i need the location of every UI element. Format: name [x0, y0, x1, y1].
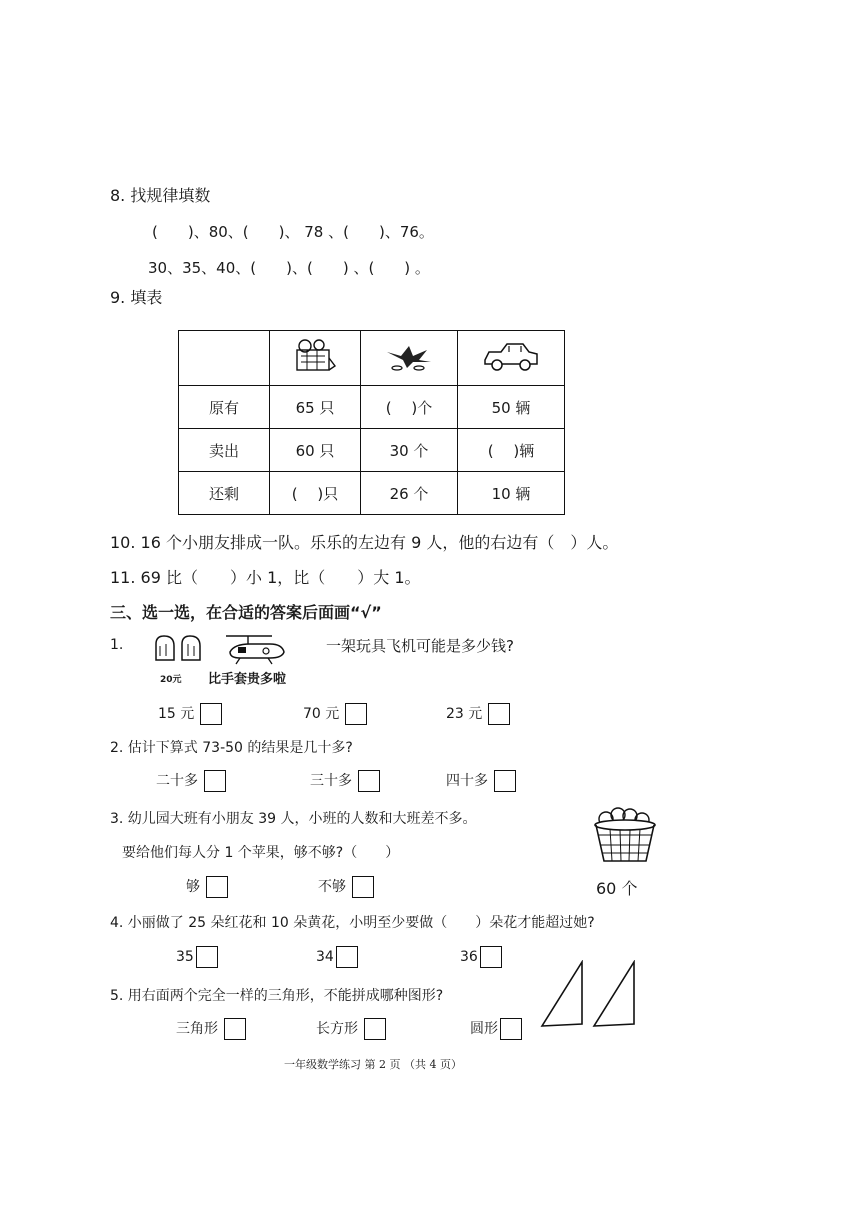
answer-checkbox[interactable] [345, 703, 367, 725]
table-row [179, 386, 565, 429]
answer-checkbox[interactable] [364, 1018, 386, 1040]
s3-option-1[interactable] [186, 876, 228, 898]
s2-question: 2. 估计下算式 73-50 的结果是几十多? [110, 740, 353, 756]
s2-option-2[interactable] [310, 770, 380, 792]
s3-line-2: 要给他们每人分 1 个苹果，够不够?（ ） [122, 845, 400, 861]
s1-option-2[interactable] [303, 703, 367, 725]
table-cell: 65 只 [270, 386, 361, 429]
apple-basket-icon [590, 805, 660, 867]
q9-table [178, 330, 565, 515]
table-header-cell [361, 331, 458, 386]
option-label: 二十多 [156, 773, 198, 789]
table-corner [179, 331, 270, 386]
q8-title: 8. 找规律填数 [110, 186, 211, 205]
s5-option-3[interactable] [470, 1018, 522, 1040]
q8-sequence-2: 30、35、40、( )、( ) 、( ) 。 [148, 259, 430, 277]
q10-text: 10. 16 个小朋友排成一队。乐乐的左边有 9 人，他的右边有（ ）人。 [110, 533, 619, 552]
option-label: 不够 [318, 879, 346, 895]
table-row [179, 472, 565, 515]
table-cell: 60 只 [270, 429, 361, 472]
s4-question: 4. 小丽做了 25 朵红花和 10 朵黄花，小明至少要做（ ）朵花才能超过她? [110, 915, 595, 931]
s4-option-3[interactable] [460, 946, 502, 968]
answer-checkbox[interactable] [196, 946, 218, 968]
triangles-icon [538, 960, 642, 1030]
page-footer: 一年级数学练习 第 2 页 （共 4 页） [284, 1058, 462, 1071]
option-label: 圆形 [470, 1021, 498, 1037]
section-3-heading: 三、选一选，在合适的答案后面画“√” [110, 603, 382, 622]
answer-checkbox[interactable] [488, 703, 510, 725]
answer-checkbox[interactable] [358, 770, 380, 792]
s1-option-3[interactable] [446, 703, 510, 725]
toy-car-icon [479, 338, 543, 374]
s1-question: 一架玩具飞机可能是多少钱? [326, 637, 514, 655]
s3-option-2[interactable] [318, 876, 374, 898]
table-cell: 30 个 [361, 429, 458, 472]
answer-checkbox[interactable] [200, 703, 222, 725]
answer-checkbox[interactable] [500, 1018, 522, 1040]
answer-checkbox[interactable] [494, 770, 516, 792]
option-label: 够 [186, 879, 200, 895]
plant-icon [379, 338, 439, 374]
table-header-cell [270, 331, 361, 386]
table-row [179, 429, 565, 472]
answer-checkbox[interactable] [336, 946, 358, 968]
s5-option-1[interactable] [176, 1018, 246, 1040]
option-label: 23 元 [446, 706, 483, 722]
option-label: 三角形 [176, 1021, 218, 1037]
q11-text: 11. 69 比（ ）小 1，比（ ）大 1。 [110, 568, 421, 587]
option-label: 36 [460, 949, 478, 965]
s4-option-1[interactable] [176, 946, 218, 968]
answer-checkbox[interactable] [480, 946, 502, 968]
s3-line-1: 3. 幼儿园大班有小朋友 39 人，小班的人数和大班差不多。 [110, 811, 477, 827]
table-cell: 50 辆 [458, 386, 565, 429]
q8-sequence-1: ( )、80、( )、 78 、( )、76。 [152, 223, 434, 241]
s4-option-2[interactable] [316, 946, 358, 968]
s5-question: 5. 用右面两个完全一样的三角形，不能拼成哪种图形? [110, 988, 444, 1004]
s5-option-2[interactable] [316, 1018, 386, 1040]
option-label: 70 元 [303, 706, 340, 722]
s1-number: 1. [110, 637, 124, 653]
option-label: 三十多 [310, 773, 352, 789]
answer-checkbox[interactable] [352, 876, 374, 898]
price-tag: 20元 [160, 675, 182, 685]
answer-checkbox[interactable] [206, 876, 228, 898]
option-label: 34 [316, 949, 334, 965]
toy-bear-icon [291, 336, 339, 376]
table-cell: ( )辆 [458, 429, 565, 472]
gloves-icon [152, 630, 208, 670]
table-cell: 10 辆 [458, 472, 565, 515]
s2-option-1[interactable] [156, 770, 226, 792]
option-label: 15 元 [158, 706, 195, 722]
basket-label: 60 个 [596, 879, 638, 898]
table-cell: 26 个 [361, 472, 458, 515]
table-cell: ( )只 [270, 472, 361, 515]
table-cell: ( )个 [361, 386, 458, 429]
option-label: 四十多 [446, 773, 488, 789]
option-label: 长方形 [316, 1021, 358, 1037]
answer-checkbox[interactable] [204, 770, 226, 792]
table-header-cell [458, 331, 565, 386]
s1-option-1[interactable] [158, 703, 222, 725]
row-label: 原有 [179, 386, 270, 429]
toy-plane-icon [220, 632, 292, 668]
q9-title: 9. 填表 [110, 288, 163, 307]
s2-option-3[interactable] [446, 770, 516, 792]
s1-caption: 比手套贵多啦 [208, 672, 287, 687]
answer-checkbox[interactable] [224, 1018, 246, 1040]
table-header-row [179, 331, 565, 386]
option-label: 35 [176, 949, 194, 965]
row-label: 卖出 [179, 429, 270, 472]
row-label: 还剩 [179, 472, 270, 515]
